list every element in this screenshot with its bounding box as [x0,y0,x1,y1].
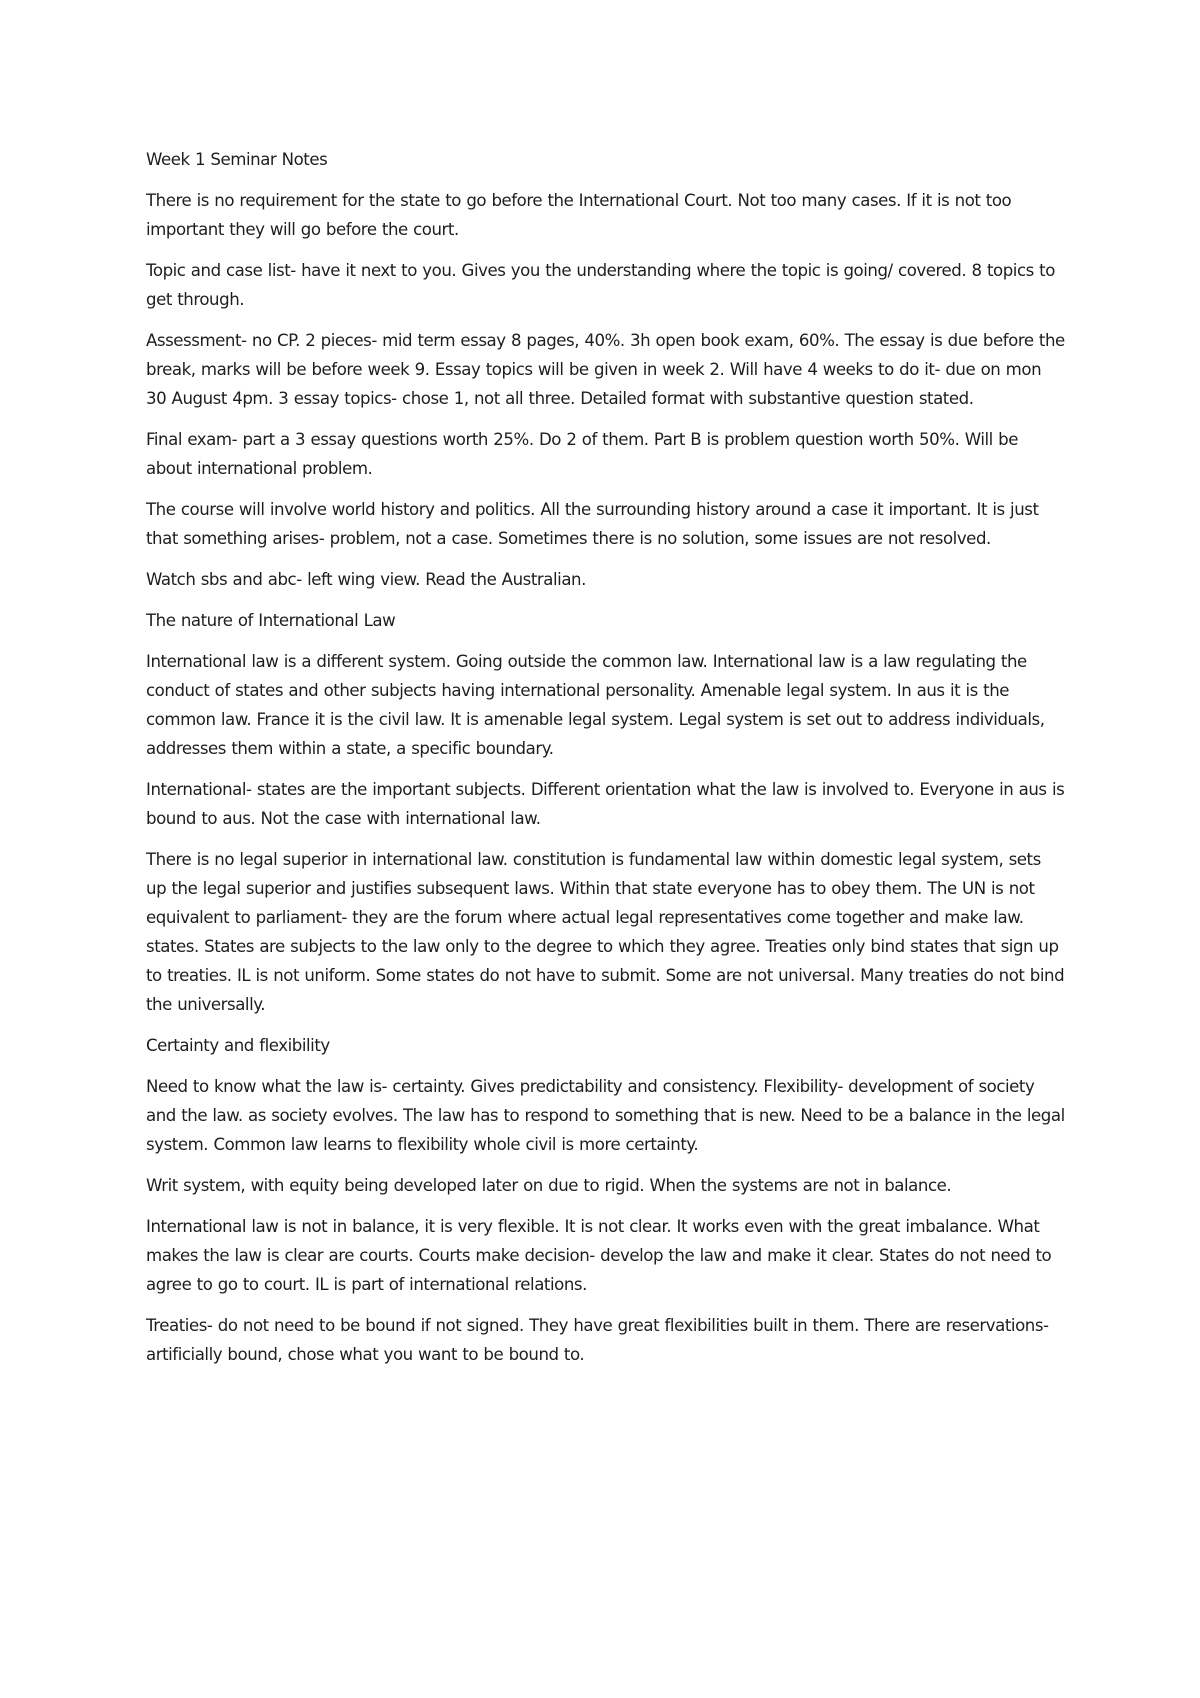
paragraph-assessment: Assessment- no CP. 2 pieces- mid term essay 8 pages, 40%. 3h open book exam, 60%. The essay is due before the break, marks will be before week 9. Essay topics will be given in week 2. Will have 4 weeks to do it- due on mon 30 August 4pm. 3 essay topics- chose 1, not all three. Detailed format with substantive question stated. [146,331,1065,408]
document-title: Week 1 Seminar Notes [146,150,328,169]
paragraph-final-exam: Final exam- part a 3 essay questions worth 25%. Do 2 of them. Part B is problem question worth 50%. Will be about international problem. [146,430,1018,478]
paragraph-certainty: Need to know what the law is- certainty. Gives predictability and consistency. Flexibility- development of society and the law. as society evolves. The law has to respond to something that is new. Need to be a balance in the legal system. Common law learns to flexibility whole civil is more certainty. [146,1077,1065,1154]
paragraph-different-system: International law is a different system. Going outside the common law. International law is a law regulating the conduct of states and other subjects having international personality. Amenable legal system. In aus it is the common law. France it is the civil law. It is amenable legal system. Legal system is set out to address individuals, addresses them within a state, a specific boundary. [146,652,1045,758]
paragraph-course-history: The course will involve world history and politics. All the surrounding history around a case it important. It is just that something arises- problem, not a case. Sometimes there is no solution, some issues are not resolved. [146,500,1039,548]
paragraph-legal-superior: There is no legal superior in international law. constitution is fundamental law within domestic legal system, sets up the legal superior and justifies subsequent laws. Within that state everyone has to obey them. The UN is not equivalent to parliament- they are the forum where actual legal representatives come together and make law. states. States are subjects to the law only to the degree to which they agree. Treaties only bind states that sign up to treaties. IL is not uniform. Some states do not have to submit. Some are not universal. Many treaties do not bind the universally. [146,850,1065,1014]
section-heading-nature: The nature of International Law [146,611,396,630]
paragraph-writ-system: Writ system, with equity being developed later on due to rigid. When the systems are not in balance. [146,1176,952,1195]
paragraph-states-subjects: International- states are the important subjects. Different orientation what the law is involved to. Everyone in aus is bound to aus. Not the case with international law. [146,780,1065,828]
paragraph-imbalance: International law is not in balance, it is very flexible. It is not clear. It works even with the great imbalance. What makes the law is clear are courts. Courts make decision- develop the law and make it clear. States do not need to agree to go to court. IL is part of international relations. [146,1217,1052,1294]
paragraph-court-requirement: There is no requirement for the state to go before the International Court. Not too many cases. If it is not too important they will go before the court. [146,191,1012,239]
document-body [146,145,1066,1381]
paragraph-media: Watch sbs and abc- left wing view. Read the Australian. [146,570,586,589]
section-heading-certainty: Certainty and flexibility [146,1036,330,1055]
paragraph-topic-list: Topic and case list- have it next to you. Gives you the understanding where the topic is going/ covered. 8 topics to get through. [146,261,1055,309]
paragraph-treaties: Treaties- do not need to be bound if not signed. They have great flexibilities built in them. There are reservations- artificially bound, chose what you want to be bound to. [146,1316,1049,1364]
